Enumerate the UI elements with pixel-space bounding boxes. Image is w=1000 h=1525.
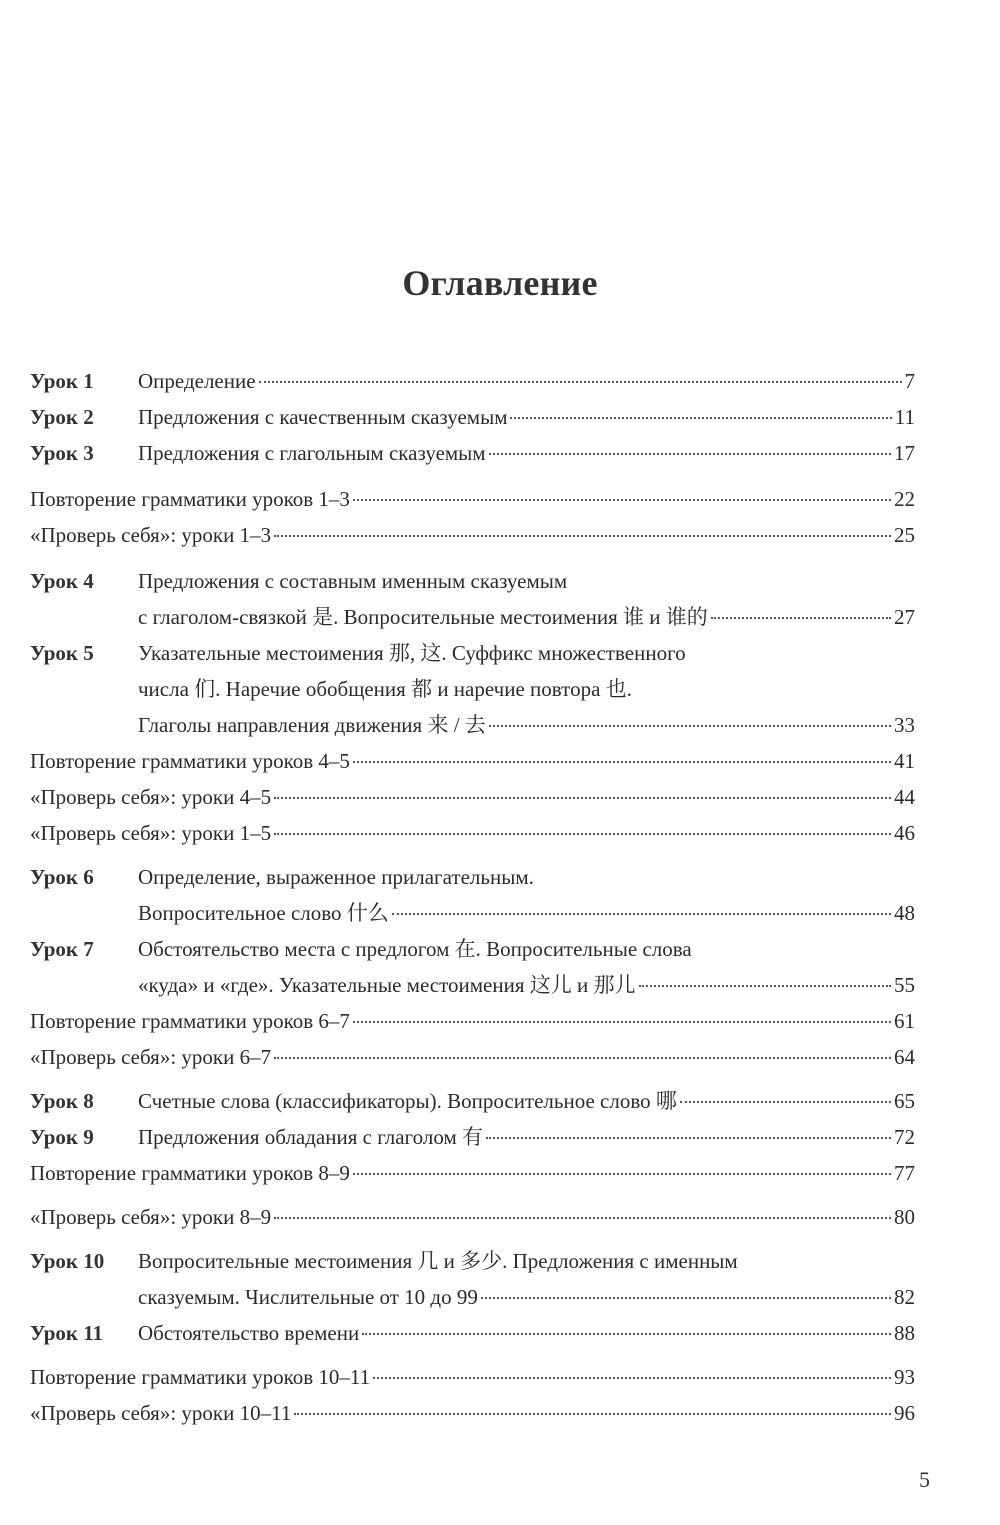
- entry-page-number: 93: [894, 1365, 915, 1389]
- entry-title: Определение, выраженное прилагательным.: [138, 865, 534, 889]
- entry-title: Определение: [138, 369, 256, 393]
- entry-line: [138, 399, 915, 435]
- entry-body: [138, 435, 915, 471]
- entry-body: [30, 743, 915, 779]
- dot-leader: [711, 617, 891, 619]
- lesson-label: Урок 3: [30, 441, 94, 465]
- entry-title: Предложения с глагольным сказуемым: [138, 441, 486, 465]
- entry-line: [138, 1243, 915, 1279]
- entry-line: [138, 671, 915, 707]
- entry-page-number: 17: [894, 441, 915, 465]
- entry-page-number: 72: [894, 1125, 915, 1149]
- entry-page-number: 25: [894, 523, 915, 547]
- entry-title: «Проверь себя»: уроки 4–5: [30, 785, 272, 809]
- entry-body: [30, 1359, 915, 1395]
- entry-title: «Проверь себя»: уроки 1–3: [30, 523, 272, 547]
- entry-line: [138, 1279, 915, 1315]
- toc-entry[interactable]: [30, 1155, 915, 1191]
- entry-line: [138, 1083, 915, 1119]
- entry-page-number: 33: [894, 713, 915, 737]
- toc-entry[interactable]: [30, 363, 915, 399]
- entry-body: [138, 399, 915, 435]
- dot-leader: [639, 985, 892, 987]
- entry-body: [138, 563, 915, 635]
- entry-line: [30, 1199, 915, 1235]
- entry-title: Вопросительное слово 什么: [138, 901, 389, 925]
- entry-title: Счетные слова (классификаторы). Вопросительное слово 哪: [138, 1089, 677, 1113]
- toc-entry[interactable]: [30, 1003, 915, 1039]
- entry-page-number: 64: [894, 1045, 915, 1069]
- dot-leader: [489, 453, 891, 455]
- entry-line: [138, 363, 915, 399]
- dot-leader: [353, 1021, 891, 1023]
- entry-line: [138, 707, 915, 743]
- dot-leader: [294, 1413, 891, 1415]
- dot-leader: [510, 417, 891, 419]
- entry-body: [30, 481, 915, 517]
- toc-entry[interactable]: [30, 1315, 915, 1351]
- entry-body: [138, 1315, 915, 1351]
- lesson-label: Урок 10: [30, 1249, 105, 1273]
- entry-title: Указательные местоимения 那, 这. Суффикс множественного: [138, 641, 686, 665]
- toc-entry[interactable]: [30, 435, 915, 471]
- entry-title: числа 们. Наречие обобщения 都 и наречие повтора 也.: [138, 677, 632, 701]
- dot-leader: [362, 1333, 891, 1335]
- entry-title: Повторение грамматики уроков 1–3: [30, 487, 350, 511]
- entry-line: [138, 1315, 915, 1351]
- toc-entry[interactable]: [30, 1039, 915, 1075]
- dot-leader: [353, 1173, 891, 1175]
- entry-body: [30, 1395, 915, 1431]
- entry-title: Повторение грамматики уроков 6–7: [30, 1009, 350, 1033]
- lesson-label: Урок 5: [30, 641, 94, 665]
- entry-line: [138, 967, 915, 1003]
- entry-page-number: 65: [894, 1089, 915, 1113]
- dot-leader: [274, 1217, 891, 1219]
- toc-entry[interactable]: [30, 931, 915, 1003]
- toc-entry[interactable]: [30, 1395, 915, 1431]
- entry-body: [138, 635, 915, 743]
- toc-entry[interactable]: [30, 1199, 915, 1235]
- entry-line: [138, 563, 915, 599]
- entry-body: [138, 1119, 915, 1155]
- entry-line: [30, 1039, 915, 1075]
- dot-leader: [353, 761, 891, 763]
- entry-title: Повторение грамматики уроков 10–11: [30, 1365, 371, 1389]
- entry-line: [30, 1359, 915, 1395]
- dot-leader: [481, 1297, 891, 1299]
- dot-leader: [373, 1377, 891, 1379]
- entry-page-number: 44: [894, 785, 915, 809]
- entry-body: [138, 363, 915, 399]
- entry-line: [30, 1003, 915, 1039]
- entry-body: [30, 1039, 915, 1075]
- entry-line: [30, 1155, 915, 1191]
- toc-entry[interactable]: [30, 635, 915, 743]
- entry-title: Вопросительные местоимения 几 и 多少. Предложения с именным: [138, 1249, 738, 1273]
- entry-page-number: 88: [894, 1321, 915, 1345]
- entry-body: [138, 859, 915, 931]
- dot-leader: [274, 833, 891, 835]
- entry-line: [138, 859, 915, 895]
- entry-page-number: 7: [904, 369, 915, 393]
- lesson-label: Урок 4: [30, 569, 94, 593]
- entry-title: Предложения обладания с глаголом 有: [138, 1125, 483, 1149]
- entry-body: [138, 1083, 915, 1119]
- toc-entry[interactable]: [30, 481, 915, 517]
- entry-line: [30, 743, 915, 779]
- toc-entry[interactable]: [30, 815, 915, 851]
- dot-leader: [259, 381, 902, 383]
- dot-leader: [274, 535, 891, 537]
- entry-body: [30, 517, 915, 553]
- entry-page-number: 55: [894, 973, 915, 997]
- toc-entry[interactable]: [30, 1119, 915, 1155]
- entry-line: [30, 1395, 915, 1431]
- entry-line: [30, 779, 915, 815]
- entry-title: «Проверь себя»: уроки 10–11: [30, 1401, 292, 1425]
- dot-leader: [353, 499, 891, 501]
- entry-title: Глаголы направления движения 来 / 去: [138, 713, 486, 737]
- entry-line: [30, 481, 915, 517]
- entry-line: [30, 517, 915, 553]
- entry-title: «Проверь себя»: уроки 6–7: [30, 1045, 272, 1069]
- toc-entry[interactable]: [30, 1359, 915, 1395]
- entry-title: Обстоятельство времени: [138, 1321, 360, 1345]
- entry-page-number: 48: [894, 901, 915, 925]
- entry-title: сказуемым. Числительные от 10 до 99: [138, 1285, 478, 1309]
- lesson-label: Урок 8: [30, 1089, 94, 1113]
- entry-page-number: 80: [894, 1205, 915, 1229]
- entry-line: [138, 435, 915, 471]
- toc-entry[interactable]: [30, 517, 915, 553]
- entry-title: Повторение грамматики уроков 8–9: [30, 1161, 350, 1185]
- entry-line: [138, 895, 915, 931]
- entry-line: [30, 815, 915, 851]
- toc-entry[interactable]: [30, 1243, 915, 1315]
- entry-title: «Проверь себя»: уроки 8–9: [30, 1205, 272, 1229]
- entry-title: «куда» и «где». Указательные местоимения 这儿 и 那儿: [138, 973, 636, 997]
- toc-entry[interactable]: [30, 779, 915, 815]
- entry-title: «Проверь себя»: уроки 1–5: [30, 821, 272, 845]
- dot-leader: [486, 1137, 891, 1139]
- entry-page-number: 46: [894, 821, 915, 845]
- dot-leader: [680, 1101, 891, 1103]
- entry-body: [30, 779, 915, 815]
- lesson-label: Урок 7: [30, 937, 94, 961]
- entry-body: [30, 1003, 915, 1039]
- dot-leader: [274, 797, 891, 799]
- entry-line: [138, 931, 915, 967]
- dot-leader: [489, 725, 891, 727]
- entry-title: Предложения с составным именным сказуемым: [138, 569, 568, 593]
- lesson-label: Урок 6: [30, 865, 94, 889]
- page-number: 5: [919, 1467, 930, 1492]
- toc-entry[interactable]: [30, 563, 915, 635]
- entry-title: Предложения с качественным сказуемым: [138, 405, 508, 429]
- toc-entry[interactable]: [30, 1083, 915, 1119]
- entry-body: [30, 1199, 915, 1235]
- entry-page-number: 41: [894, 749, 915, 773]
- entry-title: с глаголом-связкой 是. Вопросительные местоимения 谁 и 谁的: [138, 605, 708, 629]
- entry-page-number: 11: [894, 405, 915, 429]
- toc-entry[interactable]: [30, 859, 915, 931]
- entry-page-number: 61: [894, 1009, 915, 1033]
- entry-title: Обстоятельство места с предлогом 在. Вопросительные слова: [138, 937, 692, 961]
- entry-page-number: 96: [894, 1401, 915, 1425]
- entry-body: [30, 1155, 915, 1191]
- entry-body: [138, 1243, 915, 1315]
- entry-line: [138, 599, 915, 635]
- lesson-label: Урок 9: [30, 1125, 94, 1149]
- lesson-label: Урок 1: [30, 369, 94, 393]
- dot-leader: [274, 1057, 891, 1059]
- entry-body: [138, 931, 915, 1003]
- lesson-label: Урок 2: [30, 405, 94, 429]
- entry-line: [138, 635, 915, 671]
- entry-page-number: 27: [894, 605, 915, 629]
- entry-body: [30, 815, 915, 851]
- toc-entry[interactable]: [30, 399, 915, 435]
- lesson-label: Урок 11: [30, 1321, 104, 1345]
- entry-title: Повторение грамматики уроков 4–5: [30, 749, 350, 773]
- page-title: Оглавление: [402, 263, 598, 303]
- entry-page-number: 77: [894, 1161, 915, 1185]
- dot-leader: [392, 913, 891, 915]
- entry-page-number: 22: [894, 487, 915, 511]
- entry-page-number: 82: [894, 1285, 915, 1309]
- entry-line: [138, 1119, 915, 1155]
- toc-entry[interactable]: [30, 743, 915, 779]
